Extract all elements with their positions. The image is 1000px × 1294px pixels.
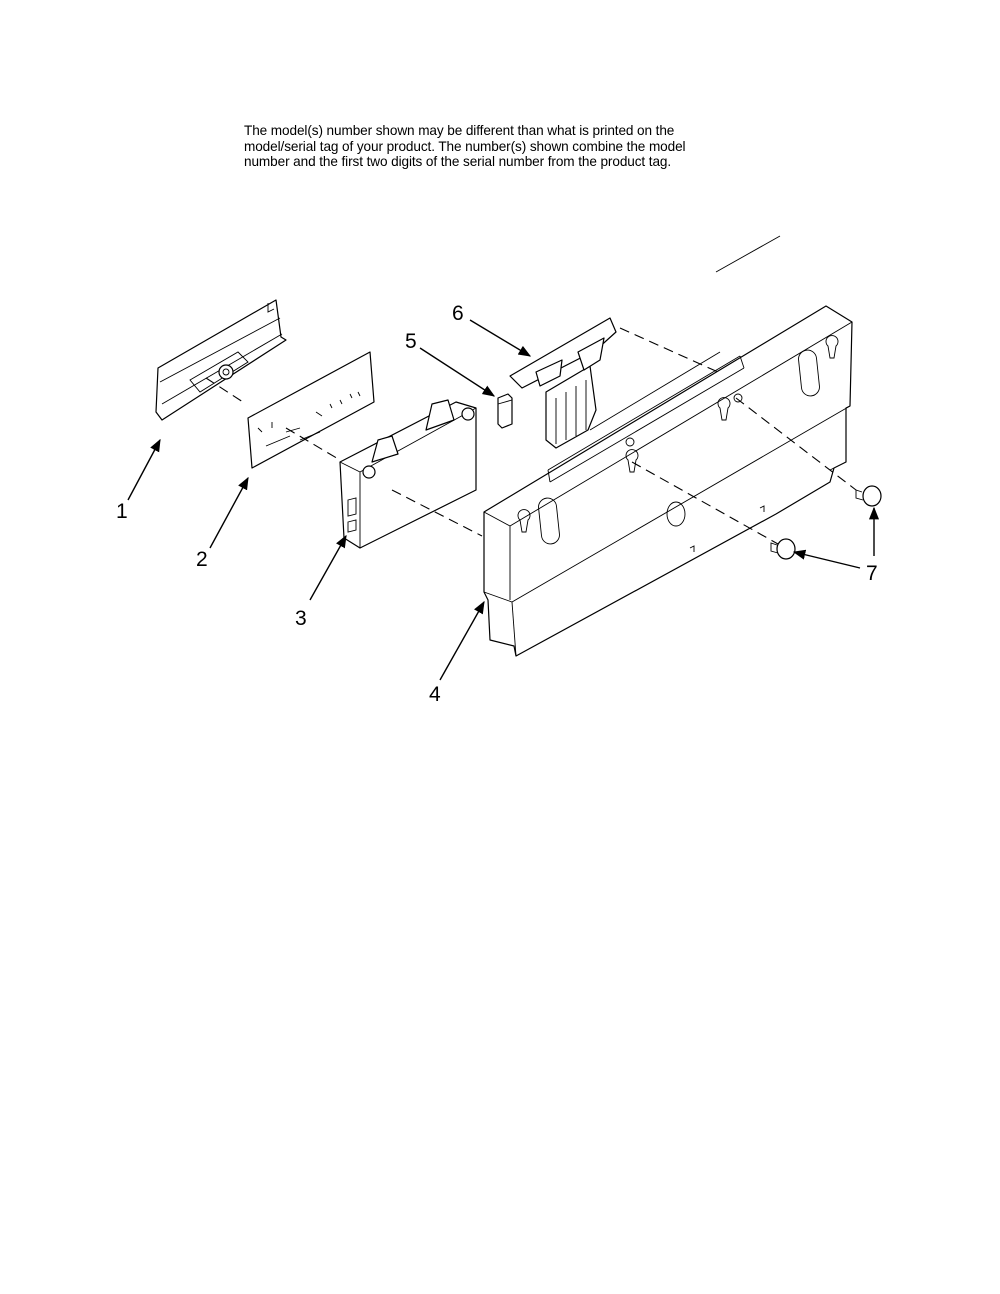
notice-line-2: model/serial tag of your product. The number(s) shown combine the model: [244, 138, 686, 154]
callout-6: 6: [452, 302, 464, 325]
callout-7: 7: [866, 562, 878, 585]
part-2-control-board: [248, 352, 374, 468]
part-6-latch-assembly: [510, 318, 616, 448]
callout-4: 4: [429, 683, 441, 706]
part-7-button-upper: [856, 486, 881, 506]
part-3-housing: [340, 400, 476, 548]
part-4-console-panel: [484, 236, 852, 656]
notice-line-3: number and the first two digits of the serial number from the product tag.: [244, 154, 672, 169]
part-5-switch: [498, 394, 512, 428]
callout-3: 3: [295, 607, 307, 630]
notice-line-1: The model(s) number shown may be different than what is printed on the: [244, 123, 675, 138]
callout-5: 5: [405, 330, 417, 353]
callout-1: 1: [116, 500, 128, 523]
part-1-cover: [156, 300, 286, 420]
callout-2: 2: [196, 548, 208, 571]
